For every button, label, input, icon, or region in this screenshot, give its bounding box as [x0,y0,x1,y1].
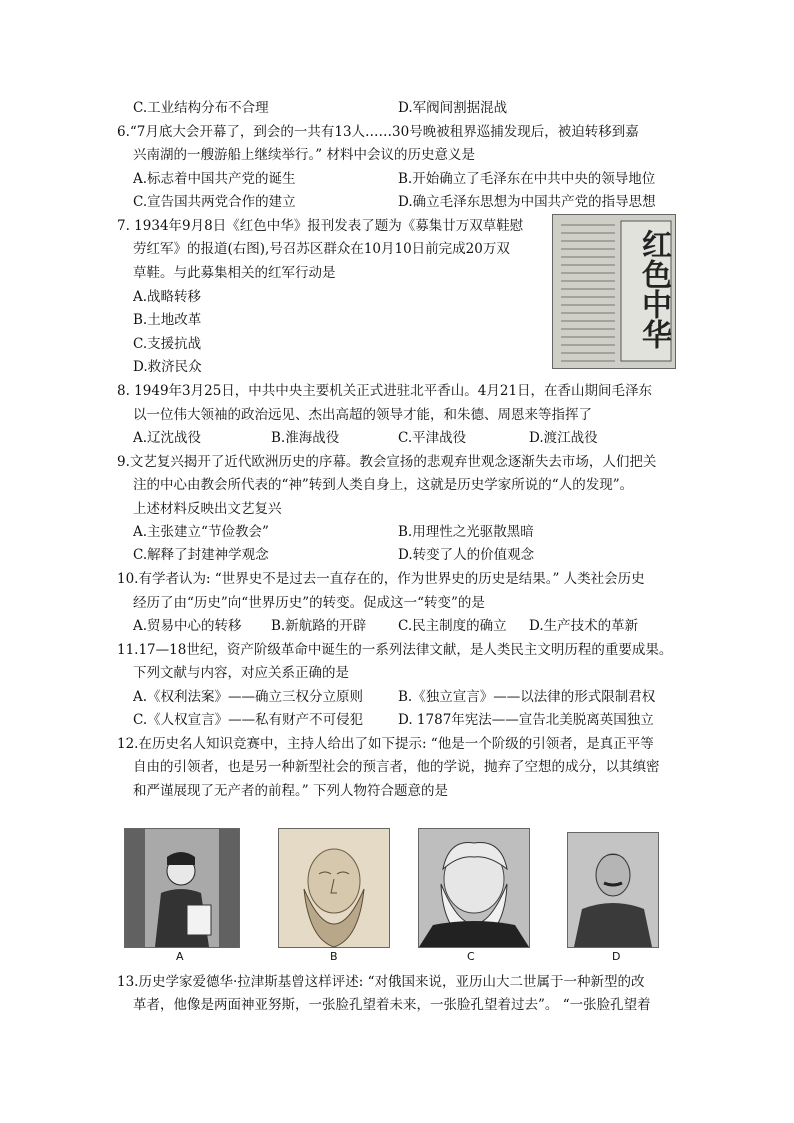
q5-option-d: D.军阀间割据混战 [398,100,508,116]
q8-option-a: A.辽沈战役 [133,430,202,446]
q11-option-c: C.《人权宣言》——私有财产不可侵犯 [133,712,364,728]
q9-stem-line2: 注的中心由教会所代表的“神”转到人类自身上，这就是历史学家所说的“人的发现”。 [133,477,634,493]
portrait-b-image [278,828,390,948]
q7-option-d: D.救济民众 [133,359,202,375]
q7-option-a: A.战略转移 [133,289,202,305]
q7-stem-line3: 草鞋。与此募集相关的红军行动是 [133,265,336,281]
q10-option-c: C.民主制度的确立 [398,618,507,634]
portrait-d-caption: D [612,950,621,963]
q9-stem-line3: 上述材料反映出文艺复兴 [133,501,282,517]
q9-option-a: A.主张建立“节俭教会” [133,524,269,540]
q11-stem-line1: 11.17—18世纪，资产阶级革命中诞生的一系列法律文献，是人类民主文明历程的重要成果。 [117,642,673,658]
q10-option-a: A.贸易中心的转移 [133,618,242,634]
q11-option-d: D. 1787年宪法——宣告北美脱离英国独立 [398,712,654,728]
q8-stem-line1: 8. 1949年3月25日，中共中央主要机关正式进驻北平香山。4月21日，在香山期间毛泽东 [117,383,653,399]
q8-option-b: B.淮海战役 [271,430,340,446]
q10-option-d: D.生产技术的革新 [529,618,639,634]
q7-option-b: B.土地改革 [133,312,202,328]
q12-stem-line2: 自由的引领者，也是另一种新型社会的预言者，他的学说，抛弃了空想的成分，以其缜密 [133,759,660,775]
q13-stem-line2: 革者，他像是两面神亚努斯，一张脸孔望着未来，一张脸孔望着过去”。 “一张脸孔望着 [133,997,651,1013]
q10-stem-line1: 10.有学者认为: “世界史不是过去一直存在的，作为世界史的历史是结果。” 人类社会历史 [117,571,645,587]
q5-option-c: C.工业结构分布不合理 [133,100,269,116]
portrait-b-caption: B [330,950,338,963]
q9-option-b: B.用理性之光驱散黑暗 [398,524,534,540]
q7-option-c: C.支援抗战 [133,336,202,352]
q11-option-a: A.《权利法案》——确立三权分立原则 [133,689,364,705]
q13-stem-line1: 13.历史学家爱德华·拉津斯基曾这样评述: “对俄国来说，亚历山大二世属于一种新型的改 [117,974,645,990]
q9-stem-line1: 9.文艺复兴揭开了近代欧洲历史的序幕。教会宣扬的悲观弃世观念逐渐失去市场，人们把关 [117,454,657,470]
q9-option-d: D.转变了人的价值观念 [398,547,535,563]
q10-option-b: B.新航路的开辟 [271,618,367,634]
q7-stem-line1: 7. 1934年9月8日《红色中华》报刊发表了题为《募集廿万双草鞋慰 [117,218,524,234]
q8-option-d: D.渡江战役 [529,430,598,446]
q6-option-c: C.宣告国共两党合作的建立 [133,194,296,210]
q6-option-a: A.标志着中国共产党的诞生 [133,171,296,187]
newspaper-image [552,214,676,369]
newspaper-masthead: 红色中华 [636,229,671,349]
q6-option-b: B.开始确立了毛泽东在中共中央的领导地位 [398,171,656,187]
portrait-a-caption: A [176,950,184,963]
q10-stem-line2: 经历了由“历史”向“世界历史”的转变。促成这一“转变”的是 [133,595,485,611]
q11-stem-line2: 下列文献与内容，对应关系正确的是 [133,665,349,681]
q6-stem-line2: 兴南湖的一艘游船上继续举行。” 材料中会议的历史意义是 [133,147,475,163]
q6-option-d: D.确立毛泽东思想为中国共产党的指导思想 [398,194,656,210]
q6-stem-line1: 6.“7月底大会开幕了，到会的一共有13人……30号晚被租界巡捕发现后，被迫转移到嘉 [117,124,639,140]
portrait-d-image [567,832,659,948]
q8-option-c: C.平津战役 [398,430,467,446]
q12-stem-line3: 和严谨展现了无产者的前程。” 下列人物符合题意的是 [133,783,448,799]
q12-stem-line1: 12.在历史名人知识竞赛中，主持人给出了如下提示: “他是一个阶级的引领者，是真正平等 [117,736,654,752]
portrait-a-image [124,828,240,948]
q9-option-c: C.解释了封建神学观念 [133,547,269,563]
q11-option-b: B.《独立宣言》——以法律的形式限制君权 [398,689,656,705]
portrait-c-image [418,828,530,948]
q8-stem-line2: 以一位伟大领袖的政治远见、杰出高超的领导才能，和朱德、周恩来等指挥了 [133,407,592,423]
portrait-c-caption: C [467,950,475,963]
q7-stem-line2: 劳红军》的报道(右图),号召苏区群众在10月10日前完成20万双 [133,241,510,257]
